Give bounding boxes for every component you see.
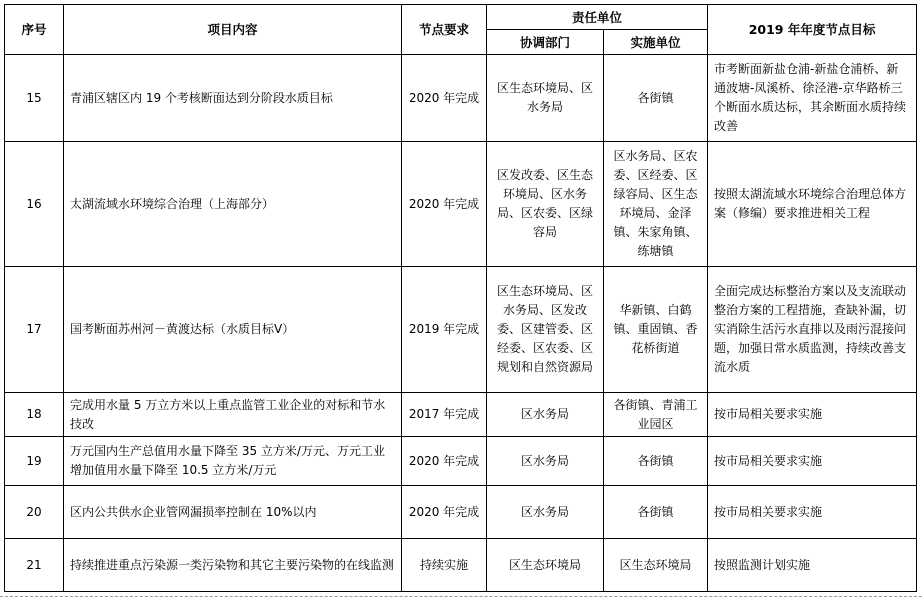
- row-coordinator: 区水务局: [487, 393, 604, 437]
- row-deadline: 2020 年完成: [402, 142, 487, 267]
- header-content: 项目内容: [64, 5, 402, 55]
- row-coordinator: 区水务局: [487, 437, 604, 486]
- row-deadline: 2020 年完成: [402, 486, 487, 539]
- row-seq: 17: [5, 267, 64, 393]
- row-deadline: 持续实施: [402, 539, 487, 592]
- row-coordinator: 区生态环境局、区水务局、区发改委、区建管委、区经委、区农委、区规划和自然资源局: [487, 267, 604, 393]
- header-target: 2019 年年度节点目标: [708, 5, 917, 55]
- row-content: 太湖流域水环境综合治理（上海部分）: [64, 142, 402, 267]
- row-target: 按市局相关要求实施: [708, 437, 917, 486]
- row-deadline: 2020 年完成: [402, 437, 487, 486]
- row-implementer: 各街镇: [604, 486, 708, 539]
- row-content: 青浦区辖区内 19 个考核断面达到分阶段水质目标: [64, 55, 402, 142]
- table-row: [5, 437, 917, 486]
- table-row: [5, 142, 917, 267]
- row-target: 按照监测计划实施: [708, 539, 917, 592]
- row-seq: 21: [5, 539, 64, 592]
- row-coordinator: 区生态环境局: [487, 539, 604, 592]
- row-content: 区内公共供水企业管网漏损率控制在 10%以内: [64, 486, 402, 539]
- row-target: 按市局相关要求实施: [708, 393, 917, 437]
- table-row: [5, 267, 917, 393]
- row-implementer: 各街镇、青浦工业园区: [604, 393, 708, 437]
- table-row: [5, 539, 917, 592]
- row-seq: 16: [5, 142, 64, 267]
- header-seq: 序号: [5, 5, 64, 55]
- row-coordinator: 区生态环境局、区水务局: [487, 55, 604, 142]
- row-deadline: 2017 年完成: [402, 393, 487, 437]
- plan-table: [4, 4, 917, 592]
- row-content: 持续推进重点污染源一类污染物和其它主要污染物的在线监测: [64, 539, 402, 592]
- row-target: 按市局相关要求实施: [708, 486, 917, 539]
- row-implementer: 各街镇: [604, 55, 708, 142]
- row-seq: 20: [5, 486, 64, 539]
- row-implementer: 华新镇、白鹤镇、重固镇、香花桥街道: [604, 267, 708, 393]
- header-row: [5, 5, 917, 30]
- row-deadline: 2019 年完成: [402, 267, 487, 393]
- page-bottom-divider: [0, 596, 922, 597]
- table-row: [5, 55, 917, 142]
- row-implementer: 各街镇: [604, 437, 708, 486]
- row-implementer: 区水务局、区农委、区经委、区绿容局、区生态环境局、金泽镇、朱家角镇、练塘镇: [604, 142, 708, 267]
- header-coordinator: 协调部门: [487, 30, 604, 55]
- row-seq: 18: [5, 393, 64, 437]
- row-target: 按照太湖流域水环境综合治理总体方案（修编）要求推进相关工程: [708, 142, 917, 267]
- header-deadline: 节点要求: [402, 5, 487, 55]
- header-responsible: 责任单位: [487, 5, 708, 30]
- row-coordinator: 区发改委、区生态环境局、区水务局、区农委、区绿容局: [487, 142, 604, 267]
- table-row: [5, 393, 917, 437]
- row-target: 全面完成达标整治方案以及支流联动整治方案的工程措施，查缺补漏，切实消除生活污水直排以及雨污混接问题，加强日常水质监测，持续改善支流水质: [708, 267, 917, 393]
- row-content: 国考断面苏州河－黄渡达标（水质目标Ⅴ）: [64, 267, 402, 393]
- row-coordinator: 区水务局: [487, 486, 604, 539]
- row-content: 万元国内生产总值用水量下降至 35 立方米/万元、万元工业增加值用水量下降至 10.5 立方米/万元: [64, 437, 402, 486]
- row-target: 市考断面新盐仓浦-新盐仓浦桥、新通波塘-凤溪桥、徐泾港-京华路桥三个断面水质达标，其余断面水质持续改善: [708, 55, 917, 142]
- row-content: 完成用水量 5 万立方米以上重点监管工业企业的对标和节水技改: [64, 393, 402, 437]
- row-seq: 19: [5, 437, 64, 486]
- table-row: [5, 486, 917, 539]
- row-deadline: 2020 年完成: [402, 55, 487, 142]
- row-seq: 15: [5, 55, 64, 142]
- header-implementer: 实施单位: [604, 30, 708, 55]
- row-implementer: 区生态环境局: [604, 539, 708, 592]
